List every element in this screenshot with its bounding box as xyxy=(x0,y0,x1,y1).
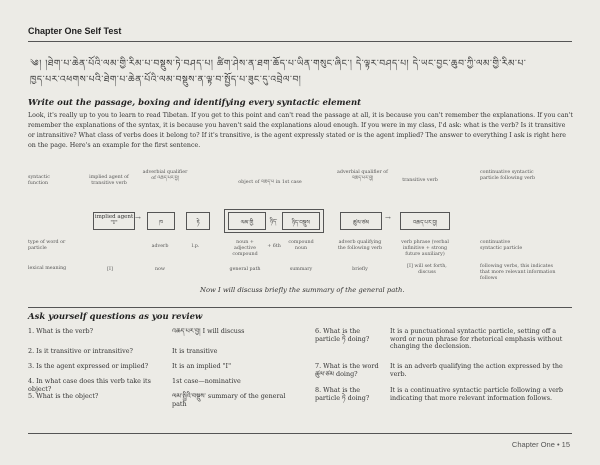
answer: It is a punctuational syntactic particle, setting off a word or noun phrase for rhetorical emphasis without changing the declension. xyxy=(390,327,563,350)
meaning-label: general path xyxy=(229,267,261,272)
type-label: compound noun xyxy=(288,240,314,251)
type-label: l.p. xyxy=(191,244,200,249)
tibetan-line-2: ཁྱད་པར་འཕགས་པའི་ཐེག་པ་ཆེན་པོའི་ལམ་བསྡུས་ན་ལྟ་བ་སྤྱོད་པ་ཟུང་དུ་འབྲེལ་བ། xyxy=(30,75,302,85)
syntax-box: ཚུལ་ཙམ xyxy=(340,212,382,230)
syntax-box: ཉིད་བསྡུས xyxy=(282,212,320,230)
tibetan-line-1: ༄། །ཐེག་པ་ཆེན་པོའི་ལམ་གྱི་རིམ་པ་བསྡུས་ཏེ་བཤད་པ། ཚིག་ཤེས་ན་ཐག་ཆོད་པ་ཡིན་གསུང་ཞིང་། དེ་ལྟར་བཤད་པ། དེ་ཡང་བྱང་ཆུབ་ཀྱི་ལམ་གྱི་རིམ་པ་ xyxy=(30,59,527,69)
answer: It is an implied "I" xyxy=(172,362,232,370)
answer: འཆད་པར་བྱ། I will discuss xyxy=(172,327,245,335)
question: 2. Is it transitive or intransitive? xyxy=(28,347,133,355)
question: 6. What is the particle ཏེ doing? xyxy=(315,327,370,343)
genitive-particle: ཉིད་ xyxy=(270,219,278,225)
meaning-label: [I] will set forth, discuss xyxy=(407,264,447,275)
footer-rule xyxy=(28,433,572,434)
arrow-icon: → xyxy=(135,214,141,222)
arrow-icon: → xyxy=(385,214,391,222)
row-meaning-label: lexical meaning xyxy=(28,266,67,271)
syntax-box: ལམ་གྱི xyxy=(228,212,266,230)
type-label: adverb xyxy=(151,244,169,249)
diagram-caption: Now I will discuss briefly the summary of the general path. xyxy=(200,286,405,294)
meaning-label: summary xyxy=(289,267,313,272)
review-heading: Ask yourself questions as you review xyxy=(28,312,203,322)
diagram-label: object of འཆད་པ in 1st case xyxy=(238,180,302,185)
meaning-label: [I] xyxy=(107,267,113,272)
header-rule xyxy=(28,41,572,42)
diagram-label: continuative syntactic particle following verb xyxy=(480,170,536,181)
row-type-label: type of word or particle xyxy=(28,240,66,251)
question: 3. Is the agent expressed or implied? xyxy=(28,362,149,370)
question: 4. In what case does this verb take its object? xyxy=(28,377,151,393)
question: 8. What is the particle ཏེ doing? xyxy=(315,386,370,402)
meaning-label: following verbs, this indicates that more relevant information follows xyxy=(480,264,556,281)
type-label: continuative syntactic particle xyxy=(480,240,523,251)
exercise-heading: Write out the passage, boxing and identifying every syntactic element xyxy=(28,98,362,108)
meaning-label: now xyxy=(154,267,166,272)
type-label: + 6th xyxy=(267,244,281,249)
diagram-label: adverbial qualifier of འཆད་པར་བྱ། xyxy=(337,170,388,181)
meaning-label: briefly xyxy=(352,267,368,272)
syntax-box: implied agent "I" xyxy=(93,212,135,230)
type-label: noun + adjective compound xyxy=(232,240,258,257)
diagram-label: adverbial qualifier of འཆད་པར་བྱ། xyxy=(142,170,188,181)
diagram-label: implied agent of transitive verb xyxy=(89,175,129,186)
answer: 1st case—nominative xyxy=(172,377,241,385)
answer: It is a continuative syntactic particle following a verb indicating that more relevant information follows. xyxy=(390,386,564,402)
type-label: adverb qualifying the following verb xyxy=(337,240,383,251)
diagram-label: transitive verb xyxy=(402,178,438,183)
answer: It is an adverb qualifying the action expressed by the verb. xyxy=(390,362,563,378)
diagram-label: syntactic function xyxy=(28,175,50,186)
review-rule xyxy=(28,307,572,308)
exercise-paragraph: Look, it's really up to you to learn to read Tibetan. If you get to this point and can't read the passage at all, it is because you can't remember the explanations. If you can't remember the explanations of the syntax, it is because you haven't said the explanations aloud enough. If you were in my class, I'd ask: what is the verb? Is it transitive or intransitive? What class of verbs does it belong to? If it's transitive, is the agent expressly stated or is the agent implied? The answer to everything I ask is right here on the page. Here's an example for the first sentence. xyxy=(28,112,573,149)
type-label: verb phrase (verbal infinitive + strong future auxiliary) xyxy=(401,240,449,257)
syntax-box: ཏེ xyxy=(186,212,210,230)
question: 7. What is the word ཚུལ་ཙམ doing? xyxy=(315,362,379,378)
page-number: Chapter One • 15 xyxy=(511,440,570,449)
chapter-title: Chapter One Self Test xyxy=(28,26,122,36)
syntax-box: ཁ xyxy=(147,212,175,230)
question: 1. What is the verb? xyxy=(28,327,94,335)
answer: ལམ་སྤྱིའི་བསྡུས་ summary of the general path xyxy=(172,392,286,408)
question: 5. What is the object? xyxy=(28,392,99,400)
answer: It is transitive xyxy=(172,347,218,355)
syntax-box: འཆད་པར་བྱ། xyxy=(400,212,450,230)
